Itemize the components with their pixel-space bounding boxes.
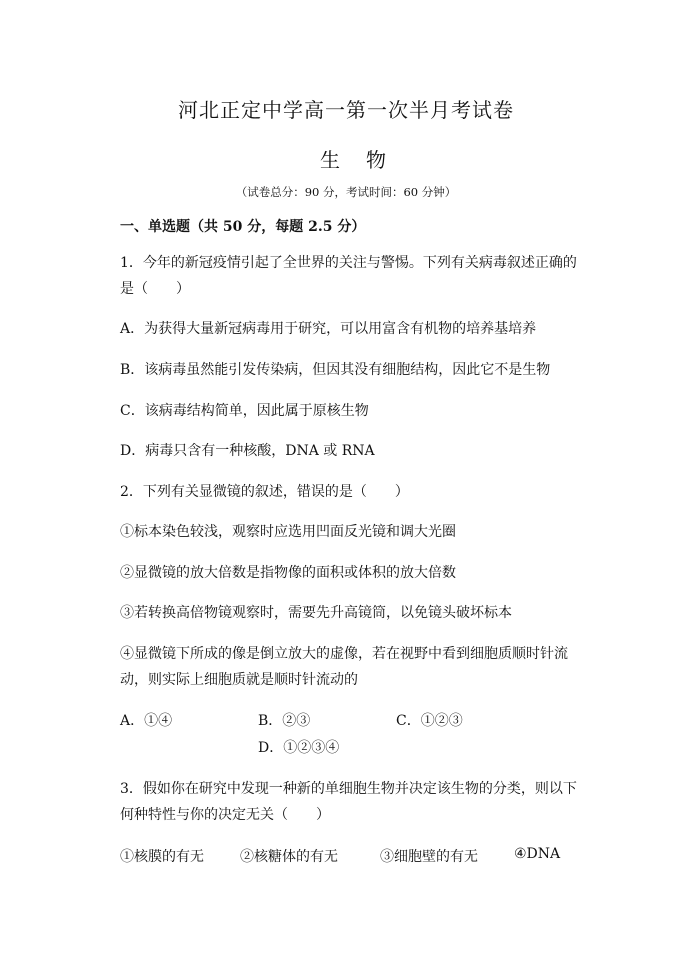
q2-item-4-line1: ④显微镜下所成的像是倒立放大的虚像，若在视野中看到细胞质顺时针流: [120, 646, 568, 662]
q3-item-3: ③细胞壁的有无: [380, 849, 478, 865]
q2-item-2: ②显微镜的放大倍数是指物像的面积或体积的放大倍数: [120, 565, 456, 581]
q1-option-c: C．该病毒结构简单，因此属于原核生物: [120, 403, 369, 419]
exam-info: （试卷总分：90 分，考试时间：60 分钟）: [235, 185, 457, 199]
section-heading: 一、单选题（共 50 分，每题 2.5 分）: [120, 219, 366, 235]
q2-option-c: C．①②③: [396, 713, 463, 729]
q1-option-b: B．该病毒虽然能引发传染病，但因其没有细胞结构，因此它不是生物: [120, 362, 551, 378]
q2-option-d: D．①②③④: [258, 740, 340, 756]
q2-item-1: ①标本染色较浅，观察时应选用凹面反光镜和调大光圈: [120, 524, 456, 540]
q3-item-2: ②核糖体的有无: [240, 849, 338, 865]
q1-option-d: D．病毒只含有一种核酸，DNA 或 RNA: [120, 443, 375, 459]
q2-stem: 2．下列有关显微镜的叙述，错误的是（ ）: [120, 484, 409, 500]
q1-stem-line1: 1．今年的新冠疫情引起了全世界的关注与警惕。下列有关病毒叙述正确的: [120, 255, 577, 271]
q3-stem-line1: 3．假如你在研究中发现一种新的单细胞生物并决定该生物的分类，则以下: [120, 781, 577, 797]
q3-item-4: ④DNA: [514, 846, 561, 862]
q3-item-1: ①核膜的有无: [120, 849, 204, 865]
q2-item-3: ③若转换高倍物镜观察时，需要先升高镜筒，以免镜头破坏标本: [120, 605, 512, 621]
q1-stem-line2: 是（ ）: [120, 281, 190, 297]
q2-option-a: A．①④: [120, 713, 173, 729]
q3-stem-line2: 何种特性与你的决定无关（ ）: [120, 807, 330, 823]
exam-title: 河北正定中学高一第一次半月考试卷: [178, 98, 514, 122]
q2-option-b: B．②③: [258, 713, 311, 729]
q2-item-4-line2: 动，则实际上细胞质就是顺时针流动的: [120, 672, 358, 688]
q1-option-a: A．为获得大量新冠病毒用于研究，可以用富含有机物的培养基培养: [120, 321, 537, 337]
exam-subject: 生物: [320, 148, 412, 172]
